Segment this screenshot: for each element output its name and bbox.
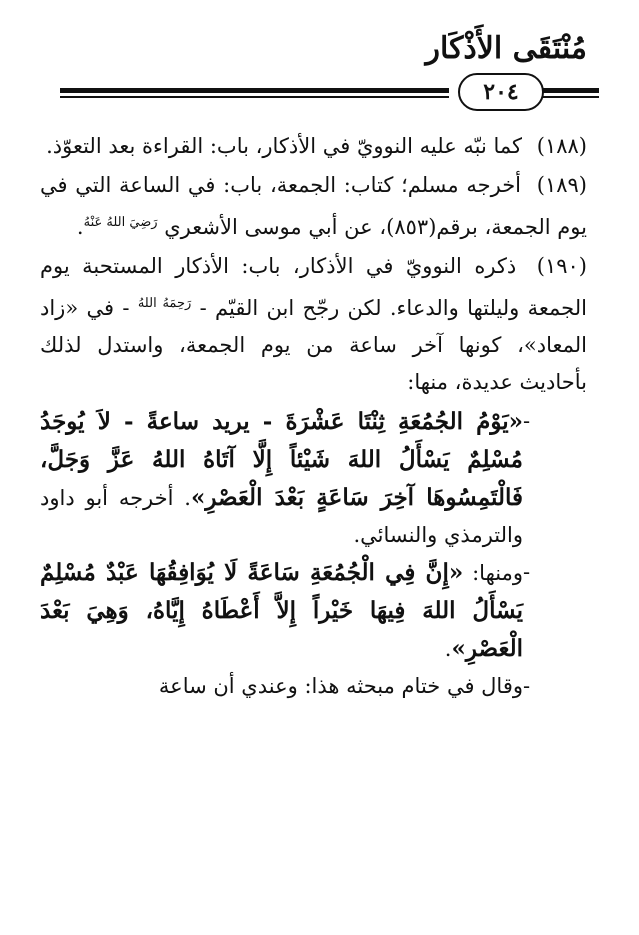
footnote-text: كما نبّه عليه النوويّ في الأذكار، باب: القراءة بعد التعوّذ.: [46, 134, 523, 158]
honorific-glyph: رَحِمَهُ اللهُ: [137, 296, 192, 311]
list-dash: -: [523, 674, 531, 698]
footnote-text: أخرجه مسلم؛ كتاب: الجمعة، باب: في الساعة التي في يوم الجمعة، برقم(٨٥٣)، عن أبي موسى الأشعري: [40, 173, 587, 239]
page-number: ٢٠٤: [458, 73, 544, 111]
hadith-text: [40, 554, 523, 668]
hadith-text: وقال في ختام مبحثه هذا: وعندي أن ساعة: [158, 674, 523, 698]
hadith-item: [40, 668, 587, 705]
footnote-text-continued: - في «زاد المعاد»، كونها آخر ساعة من يوم الجمعة، واستدل لذلك بأحاديث عديدة، منها:: [40, 296, 587, 394]
hadith-item: [40, 403, 587, 554]
hadith-tail: .: [444, 637, 452, 661]
hadith-quote: «يَوْمُ الجُمُعَةِ ثِنْتَا عَشْرَةَ - يريد ساعةً - لاَ يُوجَدُ مُسْلِمٌ يَسْأَلُ اللهَ شَيْئاً إِلَّا آتَاهُ اللهُ عَزَّ وَجَلَّ، فَالْتَمِسُوهَا آخِرَ سَاعَةٍ بَعْدَ الْعَصْرِ»: [40, 408, 523, 511]
footnote-189: (١٨٩) أخرجه مسلم؛ كتاب: الجمعة، باب: في الساعة التي في يوم الجمعة، برقم(٨٥٣)، عن أبي موسى الأشعري $^{رَضِيَ اللهُ عَنْهُ}$.: [40, 173, 587, 239]
book-title: مُنْتَقَى الأَذْكَار: [425, 31, 587, 66]
footnote-number: (١٨٩): [536, 173, 587, 197]
header-rule-thin-left: [60, 96, 449, 98]
footnote-188: [40, 128, 587, 165]
footnote-number: (١٩٠): [536, 254, 587, 278]
honorific-glyph: رَضِيَ اللهُ عَنْهُ: [83, 215, 158, 230]
page-body: [40, 128, 587, 705]
hadith-source: . أخرجه أبو داود والترمذي والنسائي.: [40, 486, 523, 547]
list-dash: -: [523, 560, 531, 584]
hadith-text: [40, 403, 523, 554]
footnote-190: [40, 248, 587, 401]
list-dash: -: [523, 409, 531, 433]
hadith-quote: «إِنَّ فِي الْجُمُعَةِ سَاعَةً لَا يُوَافِقُهَا عَبْدٌ مُسْلِمٌ يَسْأَلُ اللهَ فِيهَا خَيْراً إِلاَّ أَعْطَاهُ إِيَّاهُ، وَهِيَ بَعْدَ الْعَصْرِ»: [40, 559, 523, 662]
footnote-number: (١٨٨): [536, 134, 587, 158]
header-rule-thick-left: [60, 88, 449, 93]
hadith-lead: ومنها:: [463, 561, 523, 585]
hadith-item: [40, 554, 587, 668]
footnote-text: ذكره النوويّ في الأذكار، باب: الأذكار المستحبة يوم الجمعة وليلتها والدعاء. لكن رجّح ابن القيّم -: [40, 254, 587, 320]
